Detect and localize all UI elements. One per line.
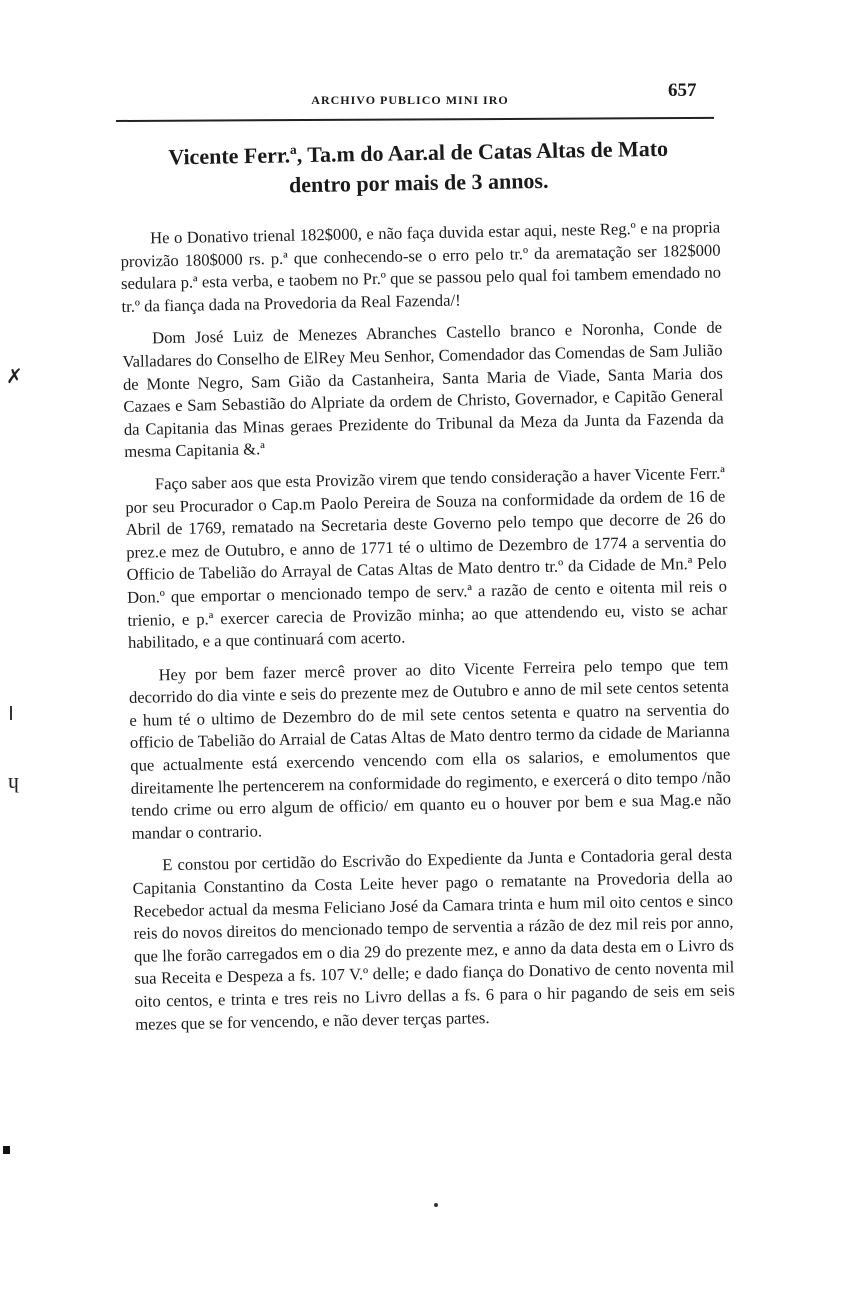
- running-head: ARCHIVO PUBLICO MINI IRO: [311, 93, 509, 107]
- paragraph-faco-saber: Faço saber aos que esta Provizão virem que tendo consideração a haver Vicente Ferr.ª por seu Procurador o Cap.m Paolo Pereira de Souza na conformidade da ordem de 16 de Abril de 1769, rematado na Secretaria deste Governo pelo tempo que decorre de 26 do prez.e mez de Outubro, e anno de 1771 té o ultimo de Dezembro de 1774 a serventia do Officio de Tabelião do Arrayal de Catas Altas de Mato dentro tr.º da Cidade de Mn.ª Pelo Don.º que emportar o mencionado tempo de serv.ª a razão de cento e oitenta mil reis o trienio, e p.ª exercer carecia de Provizão minha; ao que attendendo eu, visto se achar habilitado, e a que continuará com acerto.: [125, 463, 728, 653]
- paragraph-governor-title: Dom José Luiz de Menezes Abranches Castello branco e Noronha, Conde de Valladares do Conselho de ElRey Meu Senhor, Comendador das Comendas de Sam Julião de Monte Negro, Sam Gião da Castanheira, Santa Maria de Viade, Santa Maria dos Cazaes e Sam Sebastião do Alpriate da ordem de Christo, Governador, e Capitão General da Capitania das Minas geraes Prezidente do Tribunal da Meza da Junta da Fazenda da mesma Capitania &.ª: [122, 317, 724, 462]
- header-rule: [116, 117, 714, 122]
- margin-tick-1: [10, 706, 12, 720]
- margin-blot: [3, 1146, 10, 1154]
- document-body: [120, 216, 736, 1046]
- margin-mark-2: ɥ: [8, 768, 19, 793]
- document-title: [138, 133, 699, 203]
- title-line-1: Vicente Ferr.ª, Ta.m do Aar.al de Catas Altas de Mato: [168, 135, 669, 170]
- bottom-dot: [434, 1203, 438, 1207]
- paragraph-constou: E constou por certidão do Escrivão do Expediente da Junta e Contadoria geral desta Capitania Constantino da Costa Leite hever pago o rematante na Provedoria della ao Recebedor actual da mesma Feliciano José da Camara trinta e hum mil oito centos e sinco reis do novos direitos do mencionado tempo de serventia a rázão de dez mil reis por anno, que lhe forão carregados em o dia 29 do prezente mez, e anno da data desta em o Livro ds sua Receita e Despeza a fs. 107 V.º delle; e dado fiança do Donativo de cento noventa mil oito centos, e trinta e tres reis no Livro dellas a fs. 6 para o hir pagando de seis em seis mezes que se for vencendo, e não dever terças partes.: [132, 844, 735, 1034]
- paragraph-note: He o Donativo trienal 182$000, e não faça duvida estar aqui, neste Reg.º e na propria provizão 180$000 rs. p.ª que conhecendo-se o erro pelo tr.º da arematação ser 182$000 sedulara p.ª esta verba, e taobem no Pr.º que se passou pelo qual foi tambem emendado no tr.º da fiança dada na Provedoria da Real Fazenda/!: [120, 217, 722, 316]
- paragraph-hey-por-bem: Hey por bem fazer mercê prover ao dito Vicente Ferreira pelo tempo que tem decorrido do dia vinte e seis do prezente mez de Outubro e anno de mil sete centos setenta e hum té o ultimo de Dezembro do de mil sete centos setenta e quatro na serventia do officio de Tabelião do Arraial de Catas Altas de Mato dentro termo da cidade de Marianna que actualmente está exercendo vencendo com ella os salarios, e emolumentos que direitamente lhe pertencerem na conformidade do regimento, e exercerá o dito tempo /não tendo crime ou erro algum de officio/ em quanto eu o houver por bem e sua Mag.e não mandar o contrario.: [128, 654, 732, 843]
- page-number: 657: [668, 80, 697, 101]
- title-line-2: dentro por mais de 3 annos.: [288, 167, 549, 198]
- margin-mark-1: ✗: [6, 366, 23, 388]
